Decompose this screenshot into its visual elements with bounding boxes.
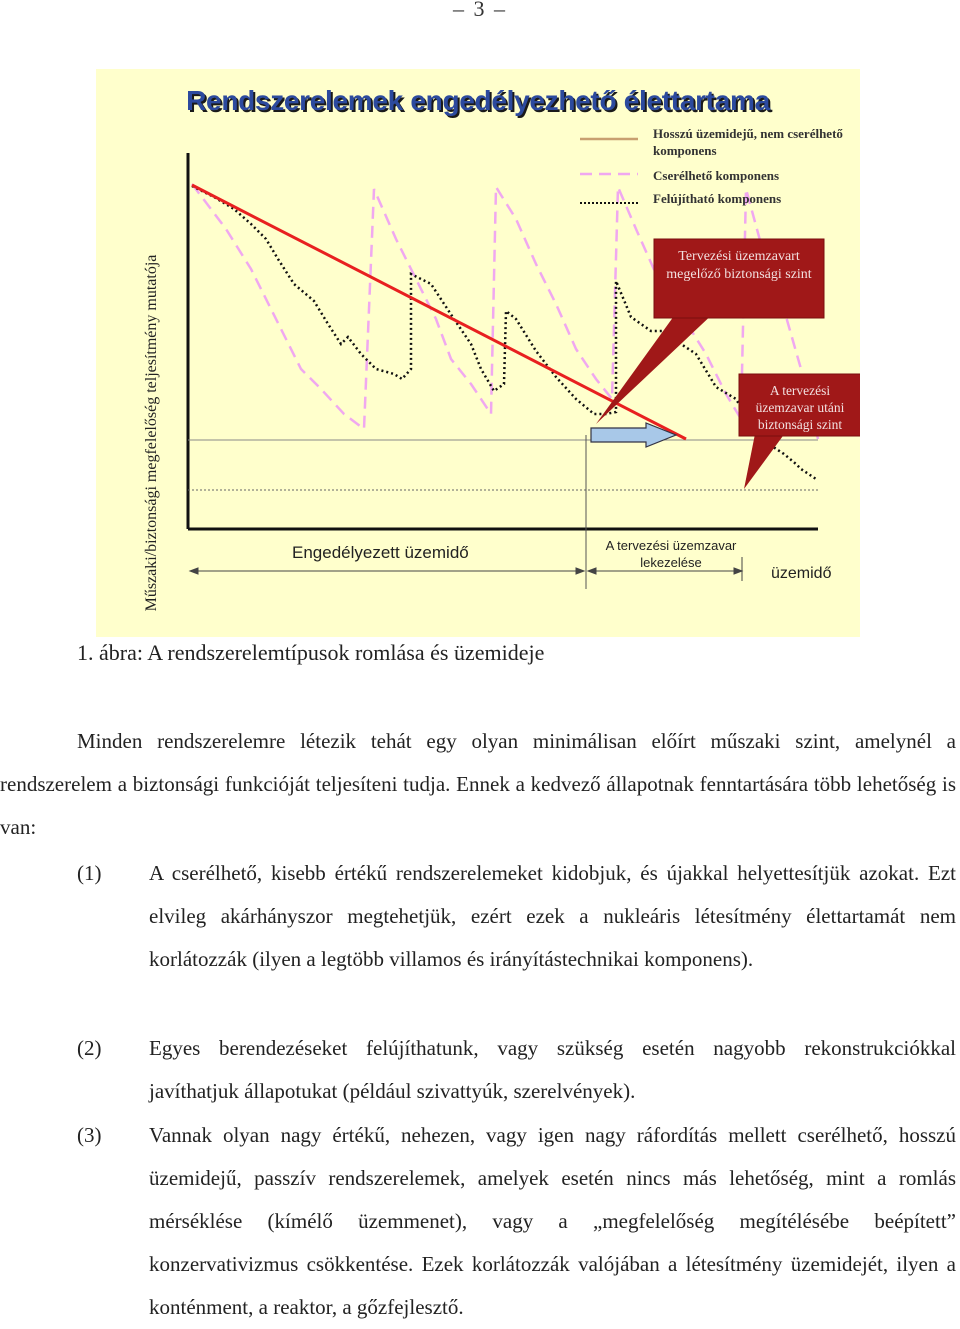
list-item <box>0 1027 956 1113</box>
list-item <box>0 852 956 981</box>
licensed-lifetime-label: Engedélyezett üzemidő <box>292 543 469 562</box>
post-accident-callout-text: A tervezési üzemzavar utáni biztonsági szint <box>755 383 845 432</box>
legend-replaceable-label: Cserélhető komponens <box>653 168 780 183</box>
figure-title: Rendszerelemek engedélyezhető élettartama <box>186 85 770 116</box>
deterioration-line <box>192 185 686 439</box>
list-item <box>0 1114 956 1329</box>
licensed-lifetime-dimension <box>190 568 584 574</box>
legend-refurbishable-label: Felújítható komponens <box>653 191 782 206</box>
x-axis-label: üzemidő <box>771 565 832 582</box>
page-number: – 3 – <box>453 0 507 21</box>
list-item-number: (2) <box>77 1036 102 1060</box>
refurbishable-component-line <box>192 186 816 479</box>
figure-caption: 1. ábra: A rendszerelemtípusok romlása és üzemideje <box>77 640 545 665</box>
list-item-text: Egyes berendezéseket felújíthatunk, vagy szükség esetén nagyobb rekonstrukciókkal javíthatjuk állapotukat (például szivattyúk, szerelvények). <box>149 1036 956 1103</box>
post-accident-callout-pointer <box>744 429 788 489</box>
y-axis-label: Műszaki/biztonsági megfelelőség teljesítmény mutatója <box>143 254 160 612</box>
list-item-number: (3) <box>77 1123 102 1147</box>
list-item-text: A cserélhető, kisebb értékű rendszerelemeket kidobjuk, és újakkal helyettesítjük azokat. Ezt elvileg akárhányszor megtehetjük, ezért ezek a nukleáris létesítmény élettartamát nem korlátozzák (ilyen a legtöbb villamos és irányítástechnikai komponens). <box>149 861 956 971</box>
accident-management-label: A tervezési üzemzavar lekezelése <box>605 538 737 570</box>
pre-accident-callout-text: Tervezési üzemzavart megelőző biztonsági szint <box>666 249 812 282</box>
body-paragraph: Minden rendszerelemre létezik tehát egy olyan minimálisan előírt műszaki szint, amelynél a rendszerelem a biztonsági funkcióját teljesíteni tudja. Ennek a kedvező állapotnak fenntartására több lehetőség is van: <box>0 729 956 839</box>
list-item-number: (1) <box>77 861 102 885</box>
figure <box>96 69 860 637</box>
list-item-text: Vannak olyan nagy értékű, nehezen, vagy igen nagy ráfordítás mellett cserélhető, hosszú üzemidejű, passzív rendszerelemek, amelyek esetén nincs más lehetőség, mint a romlás mérséklése (kímélő üzemmenet), vagy a „megfelelőség megítélésébe beépített” konzervativizmus csökkentése. Ezek korlátozzák valójában a létesítmény üzemidejét, ilyen a konténment, a reaktor, a gőzfejlesztő. <box>149 1123 956 1319</box>
legend-long-life-label: Hosszú üzemidejű, nem cserélhető komponens <box>653 126 843 158</box>
